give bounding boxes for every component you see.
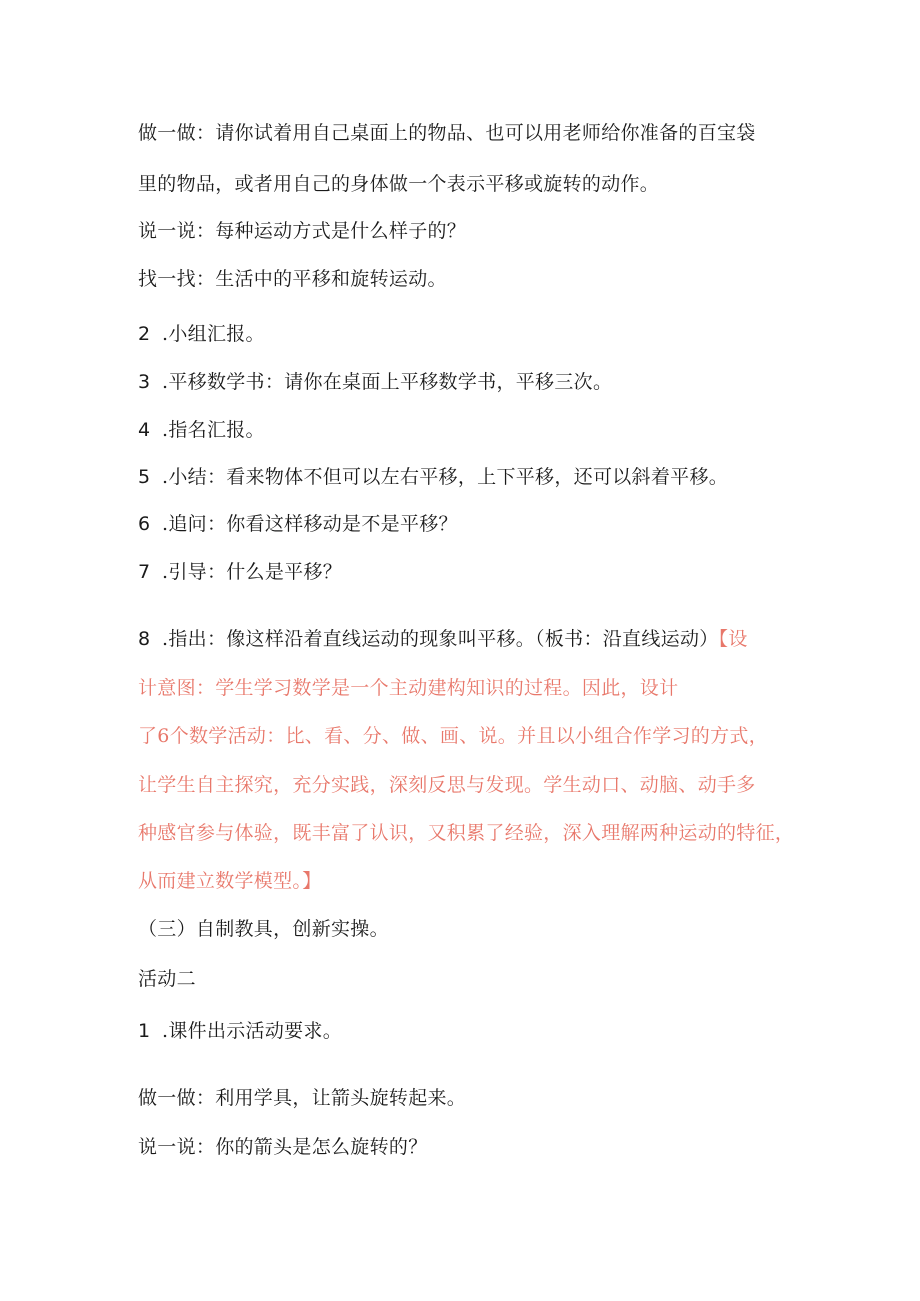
design-intent-start: 【设: [718, 628, 748, 650]
list-item-5: [138, 465, 728, 489]
list-item-2: [138, 322, 265, 346]
list-text: .平移数学书：请你在桌面上平移数学书，平移三次。: [162, 371, 613, 393]
list-number: 8: [138, 628, 151, 650]
list-number: 7: [138, 561, 151, 583]
list-item-6: [138, 512, 458, 536]
paragraph-do-it-arrow: 做一做：利用学具，让箭头旋转起来。: [138, 1087, 467, 1109]
design-intent-line-2: 了6个数学活动：比、看、分、做、画、说。并且以小组合作学习的方式，: [138, 725, 768, 747]
list-item-4: [138, 418, 265, 442]
paragraph-say-it-arrow: 说一说：你的箭头是怎么旋转的？: [138, 1136, 428, 1158]
list-number: 5: [138, 466, 151, 488]
paragraph-find-it: 找一找：生活中的平移和旋转运动。: [138, 268, 447, 290]
activity-list-item-1: [138, 1019, 342, 1043]
design-intent-line-4: 种感官参与体验，既丰富了认识，又积累了经验，深入理解两种运动的特征，: [138, 822, 795, 844]
list-number: 4: [138, 419, 151, 441]
list-item-3: [138, 370, 612, 394]
paragraph-do-it-line-2: 里的物品，或者用自己的身体做一个表示平移或旋转的动作。: [138, 173, 660, 195]
activity-2-heading: 活动二: [138, 968, 196, 990]
list-item-8: [138, 627, 748, 651]
paragraph-do-it-line-1: 做一做：请你试着用自己桌面上的物品、也可以用老师给你准备的百宝袋: [138, 122, 756, 144]
list-text: .引导：什么是平移？: [162, 561, 343, 583]
design-intent-line-1: 计意图：学生学习数学是一个主动建构知识的过程。因此，设计: [138, 677, 679, 699]
design-intent-line-5: 从而建立数学模型。】: [138, 870, 322, 892]
list-text: .小结：看来物体不但可以左右平移，上下平移，还可以斜着平移。: [162, 466, 729, 488]
paragraph-say-it: 说一说：每种运动方式是什么样子的？: [138, 220, 467, 242]
section-heading-3: （三）自制教具，创新实操。: [138, 918, 389, 940]
list-number: 6: [138, 513, 151, 535]
list-text: .指名汇报。: [162, 419, 265, 441]
list-number: 1: [138, 1020, 151, 1042]
list-text: .追问：你看这样移动是不是平移？: [162, 513, 458, 535]
list-item-7: [138, 560, 342, 584]
list-text: .小组汇报。: [162, 323, 265, 345]
design-intent-line-3: 让学生自主探究，充分实践，深刻反思与发现。学生动口、动脑、动手多: [138, 774, 756, 796]
list-number: 2: [138, 323, 151, 345]
list-text: .指出：像这样沿着直线运动的现象叫平移。（板书：沿直线运动）: [162, 628, 719, 650]
list-number: 3: [138, 371, 151, 393]
list-text: .课件出示活动要求。: [162, 1020, 343, 1042]
